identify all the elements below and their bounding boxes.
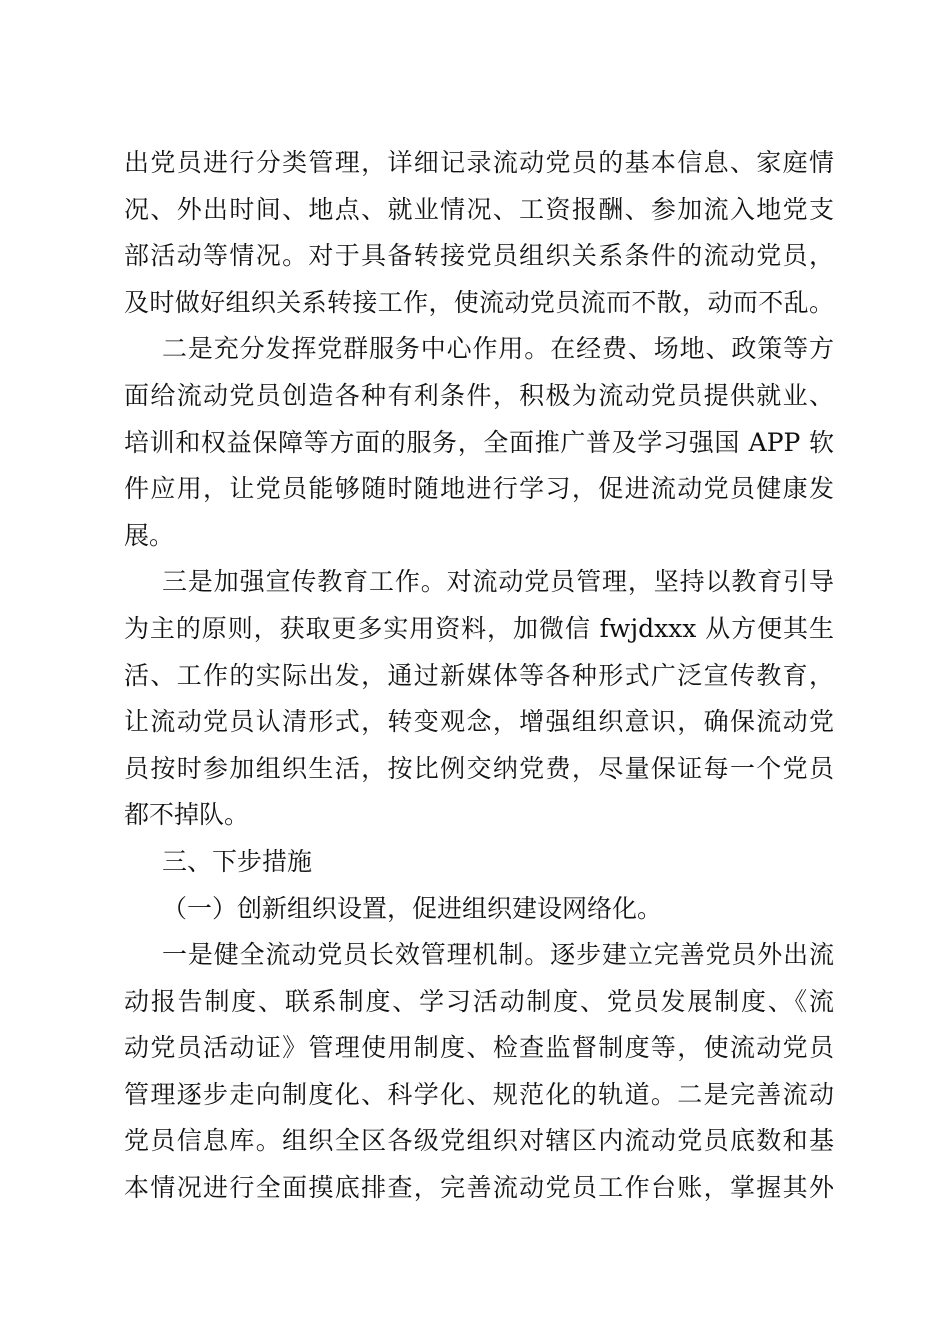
- paragraph-lead: 二是充分发挥党群服务中心作用。: [162, 334, 551, 364]
- paragraph-text: 在经费、场地、政策等方: [550, 334, 834, 364]
- text-line: 况、外出时间、地点、就业情况、工资报酬、参加流入地党支: [124, 194, 834, 224]
- section-heading: 三、下步措施: [162, 846, 313, 876]
- text-line: 展。: [124, 520, 175, 550]
- paragraph-text: 对流动党员管理，坚持以教育引导: [446, 567, 834, 597]
- paragraph-lead: 一是健全流动党员长效管理机制。: [162, 940, 551, 970]
- text-line: 让流动党员认清形式，转变观念，增强组织意识，确保流动党: [124, 707, 834, 737]
- text-line: 管理逐步走向制度化、科学化、规范化的轨道。二是完善流动: [124, 1079, 834, 1109]
- text-line: 及时做好组织关系转接工作，使流动党员流而不散，动而不乱。: [124, 287, 834, 317]
- subheading: （一）创新组织设置，促进组织建设网络化。: [162, 893, 663, 923]
- text-line: 面给流动党员创造各种有利条件，积极为流动党员提供就业、: [124, 380, 834, 410]
- document-body: [124, 140, 834, 1212]
- text-line: 都不掉队。: [124, 800, 250, 830]
- text-line: 本情况进行全面摸底排查，完善流动党员工作台账，掌握其外: [124, 1173, 834, 1203]
- text-line: 党员信息库。组织全区各级党组织对辖区内流动党员底数和基: [124, 1126, 834, 1156]
- text-line: 活、工作的实际出发，通过新媒体等各种形式广泛宣传教育，: [124, 660, 834, 690]
- text-line: 件应用，让党员能够随时随地进行学习，促进流动党员健康发: [124, 474, 834, 504]
- paragraph-text: 逐步建立完善党员外出流: [550, 940, 834, 970]
- paragraph-first-line: [124, 559, 834, 606]
- paragraph-lead: 三是加强宣传教育工作。: [162, 567, 447, 597]
- text-line: 出党员进行分类管理，详细记录流动党员的基本信息、家庭情: [124, 148, 834, 177]
- paragraph-first-line: [124, 932, 834, 979]
- text-line: 员按时参加组织生活，按比例交纳党费，尽量保证每一个党员: [124, 753, 834, 783]
- text-line: 动报告制度、联系制度、学习活动制度、党员发展制度、《流: [124, 986, 834, 1016]
- text-line: 动党员活动证》管理使用制度、检查监督制度等，使流动党员: [124, 1033, 834, 1063]
- paragraph-first-line: [124, 326, 834, 373]
- text-line: 部活动等情况。对于具备转接党员组织关系条件的流动党员，: [124, 241, 834, 271]
- text-line: 为主的原则，获取更多实用资料，加微信 fwjdxxx 从方便其生: [124, 613, 834, 643]
- text-line: 培训和权益保障等方面的服务，全面推广普及学习强国 APP 软: [124, 427, 834, 457]
